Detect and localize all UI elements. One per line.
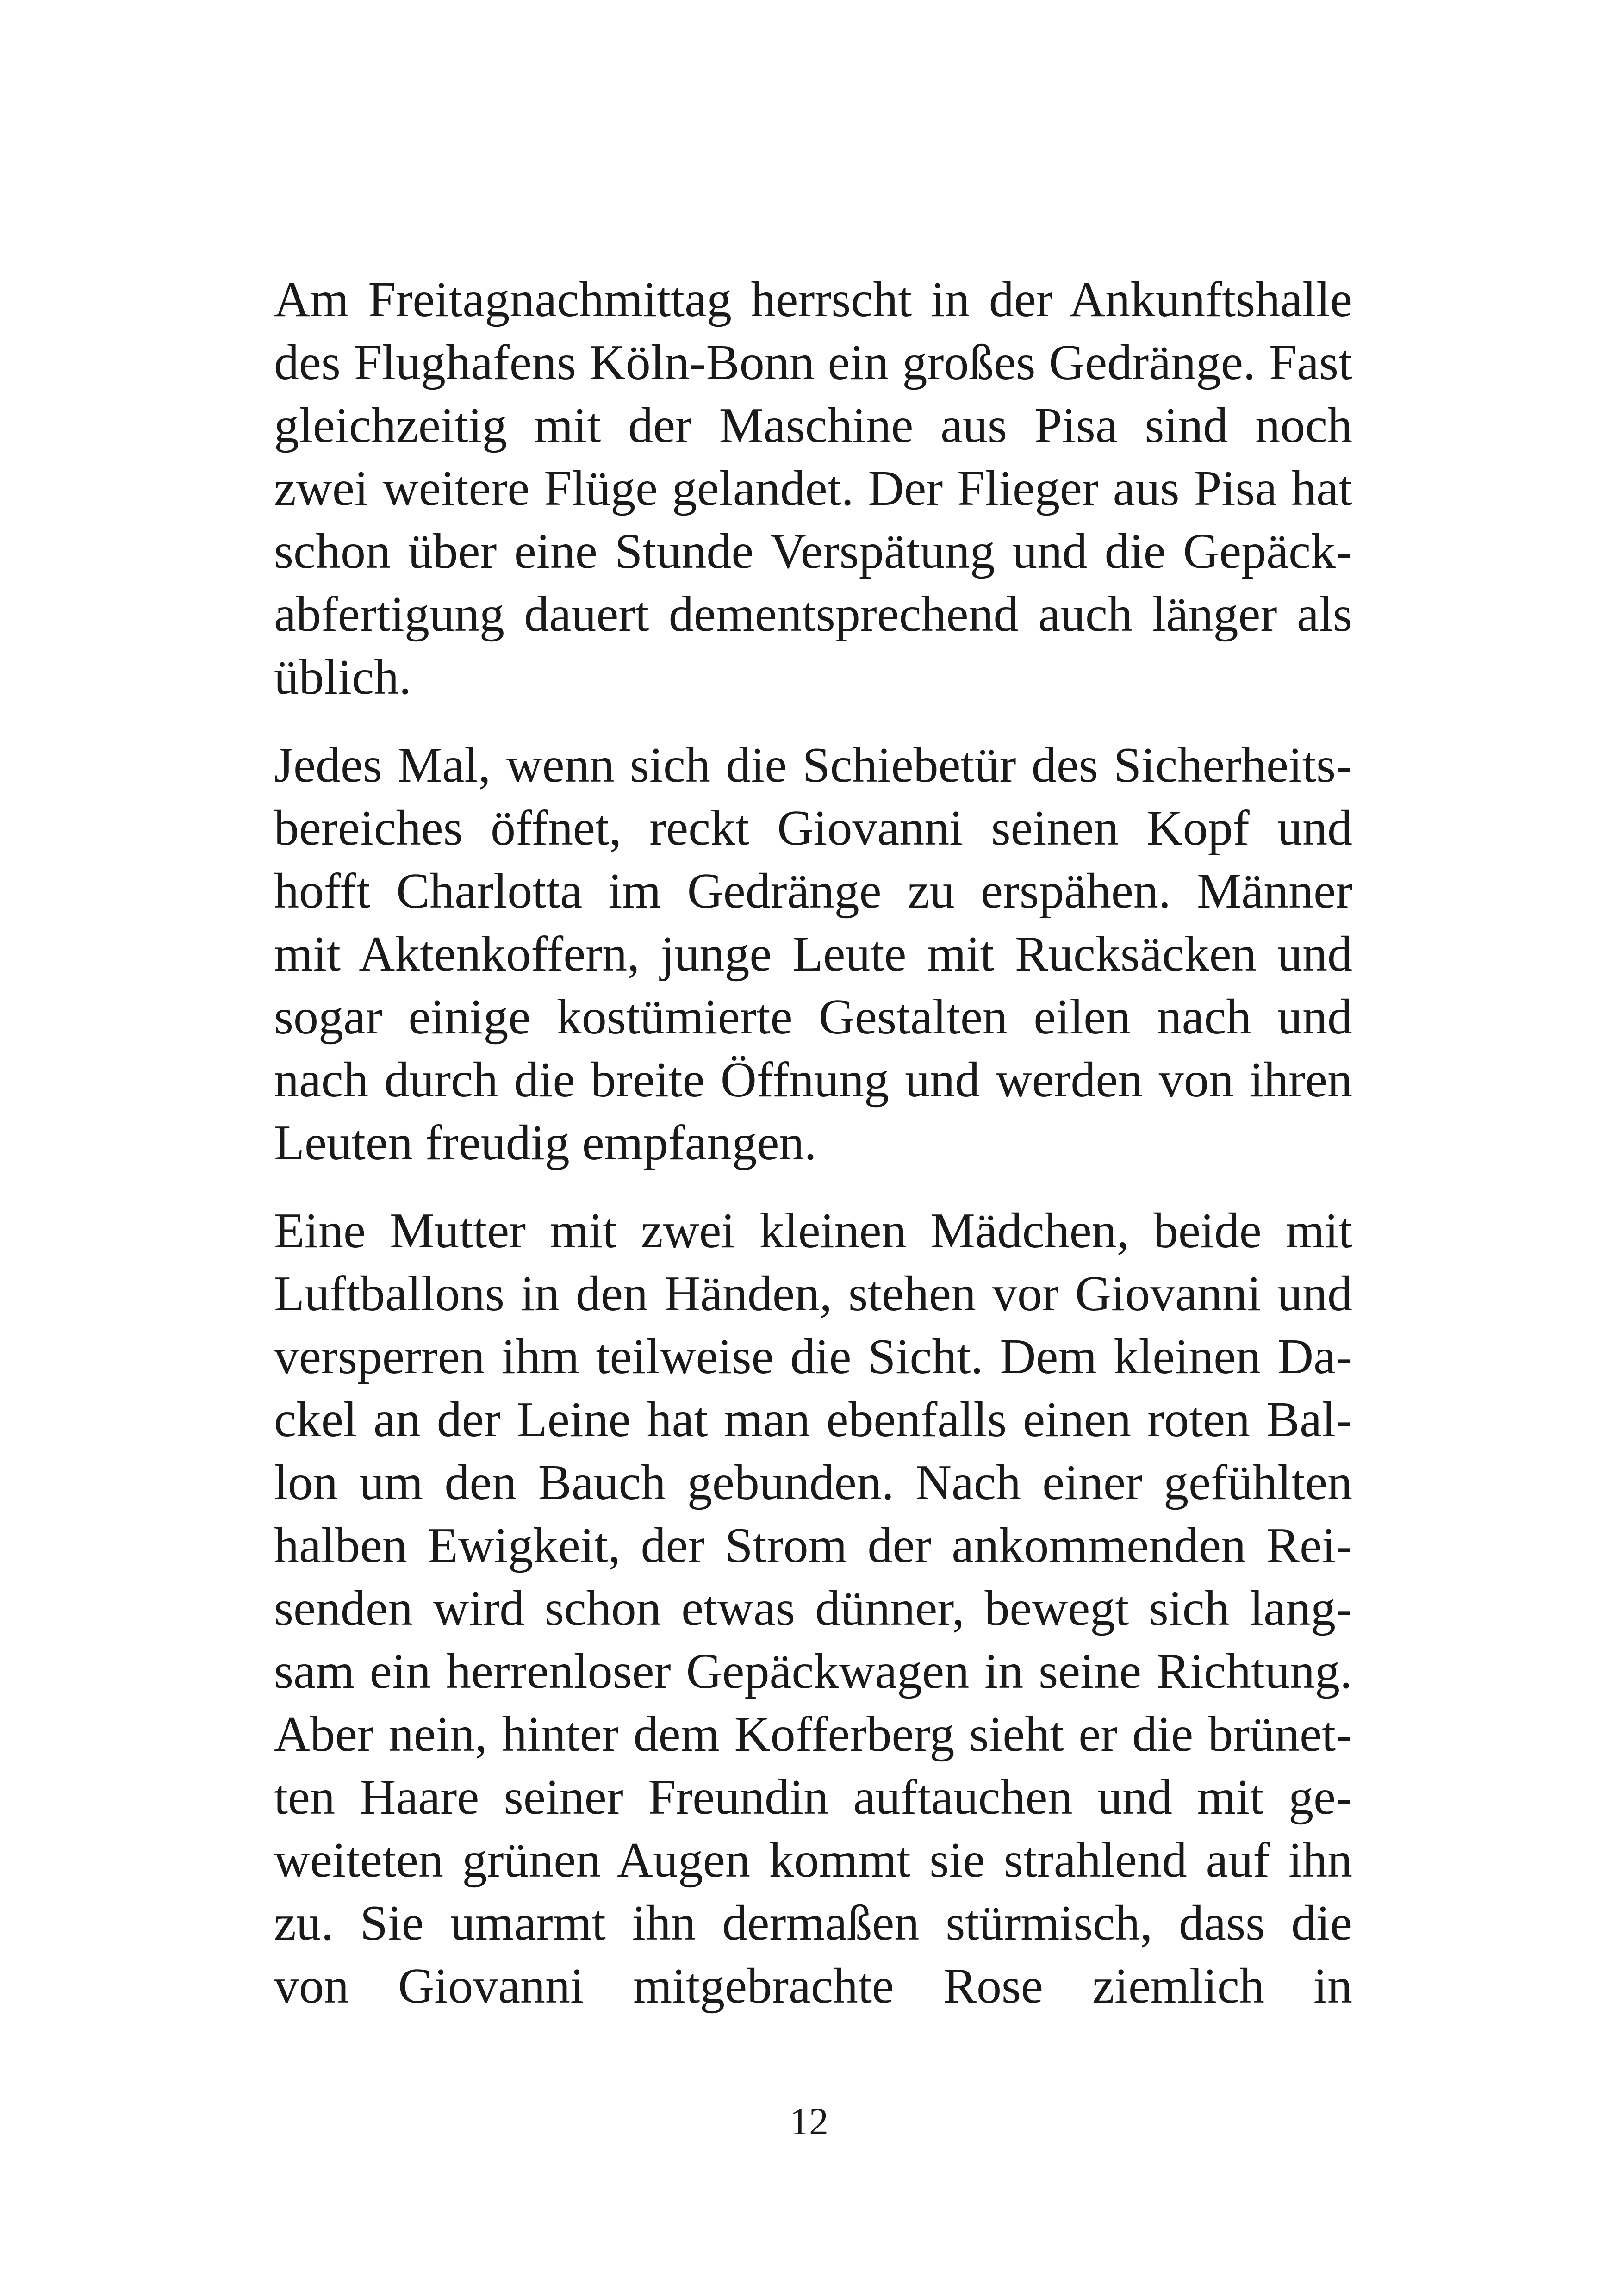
text-line: hofft Charlotta im Gedränge zu erspähen. Männer — [274, 864, 1352, 919]
text-line: mit Aktenkoffern, junge Leute mit Rucksäcken und — [274, 927, 1352, 982]
text-line: senden wird schon etwas dünner, bewegt sich lang- — [274, 1581, 1352, 1636]
text-line: nach durch die breite Öffnung und werden von ihren — [274, 1052, 1352, 1108]
text-line: Am Freitagnachmittag herrscht in der Ankunftshalle — [274, 272, 1352, 327]
paragraph-2 — [274, 734, 1352, 1175]
text-line: sogar einige kostümierte Gestalten eilen nach und — [274, 989, 1352, 1045]
text-line: von Giovanni mitgebrachte Rose ziemlich in — [274, 1959, 1352, 2014]
text-line: versperren ihm teilweise die Sicht. Dem kleinen Da- — [274, 1329, 1352, 1384]
text-line: gleichzeitig mit der Maschine aus Pisa sind noch — [274, 398, 1352, 453]
text-line: üblich. — [274, 650, 411, 705]
text-line: halben Ewigkeit, der Strom der ankommenden Rei- — [274, 1518, 1352, 1573]
text-line: ten Haare seiner Freundin auftauchen und mit ge- — [274, 1770, 1352, 1825]
text-line: des Flughafens Köln-Bonn ein großes Gedränge. Fast — [274, 335, 1352, 390]
text-line: Luftballons in den Händen, stehen vor Giovanni und — [274, 1266, 1352, 1321]
text-line: ckel an der Leine hat man ebenfalls einen roten Bal- — [274, 1392, 1352, 1447]
text-line: weiteten grünen Augen kommt sie strahlend auf ihn — [274, 1833, 1352, 1888]
text-line: Eine Mutter mit zwei kleinen Mädchen, beide mit — [274, 1203, 1352, 1258]
paragraph-3 — [274, 1200, 1352, 2018]
text-line: Aber nein, hinter dem Kofferberg sieht er die brünet- — [274, 1707, 1352, 1762]
text-line: zu. Sie umarmt ihn dermaßen stürmisch, dass die — [274, 1896, 1352, 1951]
body-text — [274, 268, 1352, 2043]
text-line: schon über eine Stunde Verspätung und die Gepäck- — [274, 524, 1352, 579]
text-line: zwei weitere Flüge gelandet. Der Flieger aus Pisa hat — [274, 461, 1352, 516]
text-line: lon um den Bauch gebunden. Nach einer gefühlten — [274, 1455, 1352, 1510]
text-line: bereiches öffnet, reckt Giovanni seinen Kopf und — [274, 801, 1352, 856]
text-line: abfertigung dauert dementsprechend auch länger als — [274, 587, 1352, 642]
page-number: 12 — [790, 2100, 828, 2143]
text-line: Leuten freudig empfangen. — [274, 1115, 817, 1170]
text-line: Jedes Mal, wenn sich die Schiebetür des Sicherheits- — [274, 738, 1352, 793]
paragraph-1 — [274, 268, 1352, 709]
text-line: sam ein herrenloser Gepäckwagen in seine Richtung. — [274, 1644, 1352, 1699]
